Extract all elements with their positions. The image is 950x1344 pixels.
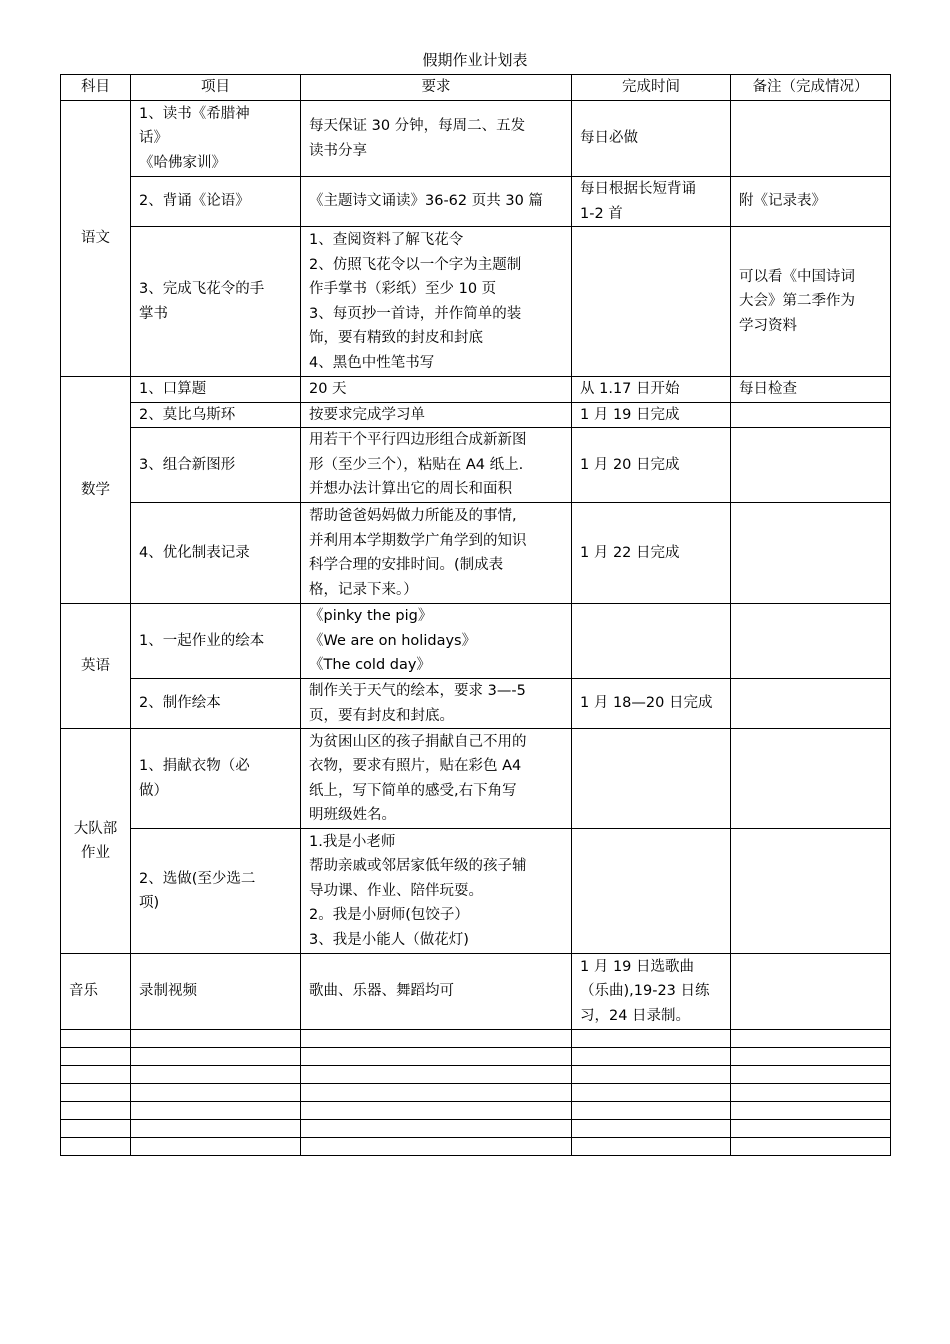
cell-text-line: 制作关于天气的绘本，要求 3—-5	[309, 683, 526, 699]
cell-text-line: 3、组合新图形	[139, 456, 236, 473]
table-row	[61, 101, 891, 177]
header-item: 项目	[131, 75, 301, 101]
requirement-cell	[301, 829, 572, 954]
notes-cell	[731, 402, 891, 428]
empty-cell	[572, 1138, 731, 1156]
cell-text-line: 4、黑色中性笔书写	[309, 354, 435, 371]
empty-cell	[572, 1120, 731, 1138]
cell-text-line: 习，24 日录制。	[580, 1007, 691, 1024]
cell-text-line: 帮助爸爸妈妈做力所能及的事情,	[309, 508, 517, 524]
cell-text-line: 1、捐献衣物（必	[139, 758, 250, 774]
item-cell	[131, 402, 301, 428]
requirement-cell	[301, 954, 572, 1030]
cell-text-line: 2、背诵《论语》	[139, 193, 250, 210]
cell-text-line: 1-2 首	[580, 205, 623, 222]
cell-text-line: 形（至少三个），粘贴在 A4 纸上.	[309, 456, 524, 473]
item-cell	[131, 729, 301, 829]
requirement-cell	[301, 177, 572, 227]
completion-time-cell	[572, 101, 731, 177]
empty-cell	[572, 1102, 731, 1120]
cell-text-line: 2、选做(至少选二	[139, 870, 256, 887]
empty-cell	[61, 1138, 131, 1156]
header-subject: 科目	[61, 75, 131, 101]
table-row	[61, 177, 891, 227]
requirement-cell	[301, 377, 572, 403]
cell-text-line: 为贫困山区的孩子捐献自己不用的	[309, 733, 527, 750]
empty-table-row	[61, 1120, 891, 1138]
empty-table-row	[61, 1102, 891, 1120]
table-row	[61, 679, 891, 729]
requirement-cell	[301, 101, 572, 177]
header-completion-time: 完成时间	[572, 75, 731, 101]
item-cell	[131, 227, 301, 377]
requirement-cell	[301, 604, 572, 679]
cell-text-line: 1 月 22 日完成	[580, 544, 680, 561]
empty-cell	[131, 1084, 301, 1102]
empty-table-row	[61, 1030, 891, 1048]
cell-text-line: 作手掌书（彩纸）至少 10 页	[309, 281, 497, 297]
cell-text-line: 用若干个平行四边形组合成新新图	[309, 432, 527, 449]
completion-time-cell	[572, 428, 731, 503]
homework-plan-table	[60, 74, 891, 1156]
notes-cell	[731, 604, 891, 679]
cell-text-line: 饰，要有精致的封皮和封底	[309, 330, 483, 346]
table-row	[61, 377, 891, 403]
header-requirement: 要求	[301, 75, 572, 101]
table-row	[61, 428, 891, 503]
subject-cell-english	[61, 604, 131, 729]
empty-cell	[61, 1084, 131, 1102]
notes-cell	[731, 829, 891, 954]
cell-text-line: 大队部	[73, 820, 118, 837]
empty-table-row	[61, 1138, 891, 1156]
cell-text-line: （乐曲),19-23 日练	[580, 983, 710, 1000]
empty-cell	[731, 1030, 891, 1048]
empty-cell	[131, 1066, 301, 1084]
cell-text-line: 科学合理的安排时间。(制成表	[309, 557, 504, 573]
requirement-cell	[301, 227, 572, 377]
requirement-cell	[301, 679, 572, 729]
empty-cell	[131, 1030, 301, 1048]
item-cell	[131, 177, 301, 227]
empty-table-row	[61, 1066, 891, 1084]
subject-cell-music	[61, 954, 131, 1030]
empty-cell	[731, 1120, 891, 1138]
completion-time-cell	[572, 729, 731, 829]
cell-text-line: 大会》第二季作为	[739, 293, 855, 310]
requirement-cell	[301, 402, 572, 428]
cell-text-line: 1 月 19 日完成	[580, 406, 680, 423]
cell-text-line: 并利用本学期数学广角学到的知识	[309, 532, 527, 549]
table-row	[61, 503, 891, 604]
cell-text-line: 话》	[139, 130, 168, 147]
notes-cell	[731, 177, 891, 227]
cell-text-line: 2。我是小厨师(包饺子）	[309, 907, 469, 924]
cell-text-line: 每日必做	[580, 130, 638, 147]
subject-cell-math	[61, 377, 131, 604]
cell-text-line: 1 月 18—20 日完成	[580, 695, 713, 712]
cell-text-line: 1 月 20 日完成	[580, 456, 680, 473]
table-row	[61, 954, 891, 1030]
cell-text-line: 明班级姓名。	[309, 807, 396, 823]
requirement-cell	[301, 503, 572, 604]
cell-text-line: 英语	[81, 657, 110, 674]
item-cell	[131, 377, 301, 403]
notes-cell	[731, 679, 891, 729]
requirement-cell	[301, 729, 572, 829]
empty-cell	[572, 1030, 731, 1048]
header-notes: 备注（完成情况）	[731, 75, 891, 101]
item-cell	[131, 428, 301, 503]
cell-text-line: 1、一起作业的绘本	[139, 632, 265, 649]
notes-cell	[731, 428, 891, 503]
notes-cell	[731, 954, 891, 1030]
table-row	[61, 227, 891, 377]
cell-text-line: 录制视频	[139, 983, 197, 1000]
empty-cell	[61, 1066, 131, 1084]
cell-text-line: 3、我是小能人（做花灯)	[309, 931, 469, 948]
cell-text-line: 衣物，要求有照片，贴在彩色 A4	[309, 758, 522, 774]
completion-time-cell	[572, 829, 731, 954]
empty-cell	[572, 1048, 731, 1066]
cell-text-line: 做）	[139, 782, 168, 799]
cell-text-line: 1 月 19 日选歌曲	[580, 958, 695, 975]
cell-text-line: 20 天	[309, 381, 347, 397]
table-row	[61, 402, 891, 428]
cell-text-line: 《pinky the pig》	[309, 608, 433, 625]
document-title: 假期作业计划表	[422, 51, 528, 69]
empty-cell	[731, 1102, 891, 1120]
cell-text-line: 作业	[81, 845, 110, 861]
cell-text-line: 帮助亲戚或邻居家低年级的孩子辅	[309, 858, 527, 875]
item-cell	[131, 101, 301, 177]
empty-cell	[301, 1084, 572, 1102]
cell-text-line: 读书分享	[309, 142, 367, 159]
notes-cell	[731, 729, 891, 829]
empty-cell	[61, 1030, 131, 1048]
cell-text-line: 每日根据长短背诵	[580, 181, 696, 197]
item-cell	[131, 679, 301, 729]
cell-text-line: 每天保证 30 分钟，每周二、五发	[309, 118, 526, 134]
table-row	[61, 829, 891, 954]
completion-time-cell	[572, 377, 731, 403]
notes-cell	[731, 503, 891, 604]
cell-text-line: 3、完成飞花令的手	[139, 281, 265, 297]
cell-text-line: 《The cold day》	[309, 657, 431, 674]
cell-text-line: 附《记录表》	[739, 193, 826, 210]
empty-cell	[572, 1066, 731, 1084]
completion-time-cell	[572, 227, 731, 377]
empty-cell	[131, 1048, 301, 1066]
empty-cell	[61, 1048, 131, 1066]
completion-time-cell	[572, 402, 731, 428]
table-row	[61, 604, 891, 679]
cell-text-line: 页，要有封皮和封底。	[309, 707, 454, 724]
cell-text-line: 数学	[81, 481, 110, 498]
cell-text-line: 导功课、作业、陪伴玩耍。	[309, 882, 483, 899]
empty-cell	[301, 1120, 572, 1138]
completion-time-cell	[572, 679, 731, 729]
empty-cell	[61, 1102, 131, 1120]
cell-text-line: 3、每页抄一首诗，并作简单的装	[309, 305, 522, 322]
item-cell	[131, 604, 301, 679]
completion-time-cell	[572, 503, 731, 604]
notes-cell	[731, 101, 891, 177]
empty-cell	[301, 1048, 572, 1066]
completion-time-cell	[572, 177, 731, 227]
empty-table-row	[61, 1084, 891, 1102]
notes-cell	[731, 227, 891, 377]
requirement-cell	[301, 428, 572, 503]
empty-cell	[301, 1066, 572, 1084]
empty-cell	[301, 1102, 572, 1120]
empty-cell	[731, 1048, 891, 1066]
header-row	[61, 75, 891, 101]
notes-cell	[731, 377, 891, 403]
cell-text-line: 可以看《中国诗词	[739, 268, 855, 285]
cell-text-line: 2、制作绘本	[139, 695, 221, 712]
empty-cell	[131, 1102, 301, 1120]
cell-text-line: 每日检查	[739, 381, 797, 397]
cell-text-line: 学习资料	[739, 317, 797, 334]
cell-text-line: 并想办法计算出它的周长和面积	[309, 481, 512, 498]
cell-text-line: 4、优化制表记录	[139, 544, 250, 561]
cell-text-line: 1.我是小老师	[309, 833, 396, 850]
cell-text-line: 1、读书《希腊神	[139, 105, 250, 122]
empty-cell	[731, 1066, 891, 1084]
cell-text-line: 歌曲、乐器、舞蹈均可	[309, 983, 454, 1000]
cell-text-line: 《We are on holidays》	[309, 632, 477, 649]
cell-text-line: 项)	[139, 895, 160, 911]
cell-text-line: 从 1.17 日开始	[580, 381, 680, 397]
cell-text-line: 格，记录下来。）	[309, 581, 418, 598]
cell-text-line: 纸上，写下简单的感受,右下角写	[309, 782, 517, 799]
empty-cell	[731, 1138, 891, 1156]
item-cell	[131, 503, 301, 604]
cell-text-line: 1、查阅资料了解飞花令	[309, 232, 464, 248]
cell-text-line: 《主题诗文诵读》36-62 页共 30 篇	[309, 193, 543, 210]
empty-cell	[301, 1030, 572, 1048]
completion-time-cell	[572, 604, 731, 679]
cell-text-line: 音乐	[69, 983, 98, 1000]
empty-cell	[731, 1084, 891, 1102]
subject-cell-brigade	[61, 729, 131, 954]
item-cell	[131, 829, 301, 954]
empty-table-row	[61, 1048, 891, 1066]
cell-text-line: 按要求完成学习单	[309, 406, 425, 423]
subject-cell-chinese	[61, 101, 131, 377]
cell-text-line: 2、仿照飞花令以一个字为主题制	[309, 256, 522, 273]
empty-cell	[131, 1120, 301, 1138]
cell-text-line: 《哈佛家训》	[139, 154, 226, 171]
cell-text-line: 语文	[81, 230, 110, 247]
item-cell	[131, 954, 301, 1030]
cell-text-line: 1、口算题	[139, 381, 207, 397]
cell-text-line: 掌书	[139, 305, 168, 322]
completion-time-cell	[572, 954, 731, 1030]
cell-text-line: 2、莫比乌斯环	[139, 406, 236, 423]
empty-cell	[131, 1138, 301, 1156]
empty-cell	[301, 1138, 572, 1156]
empty-cell	[61, 1120, 131, 1138]
empty-cell	[572, 1084, 731, 1102]
table-row	[61, 729, 891, 829]
